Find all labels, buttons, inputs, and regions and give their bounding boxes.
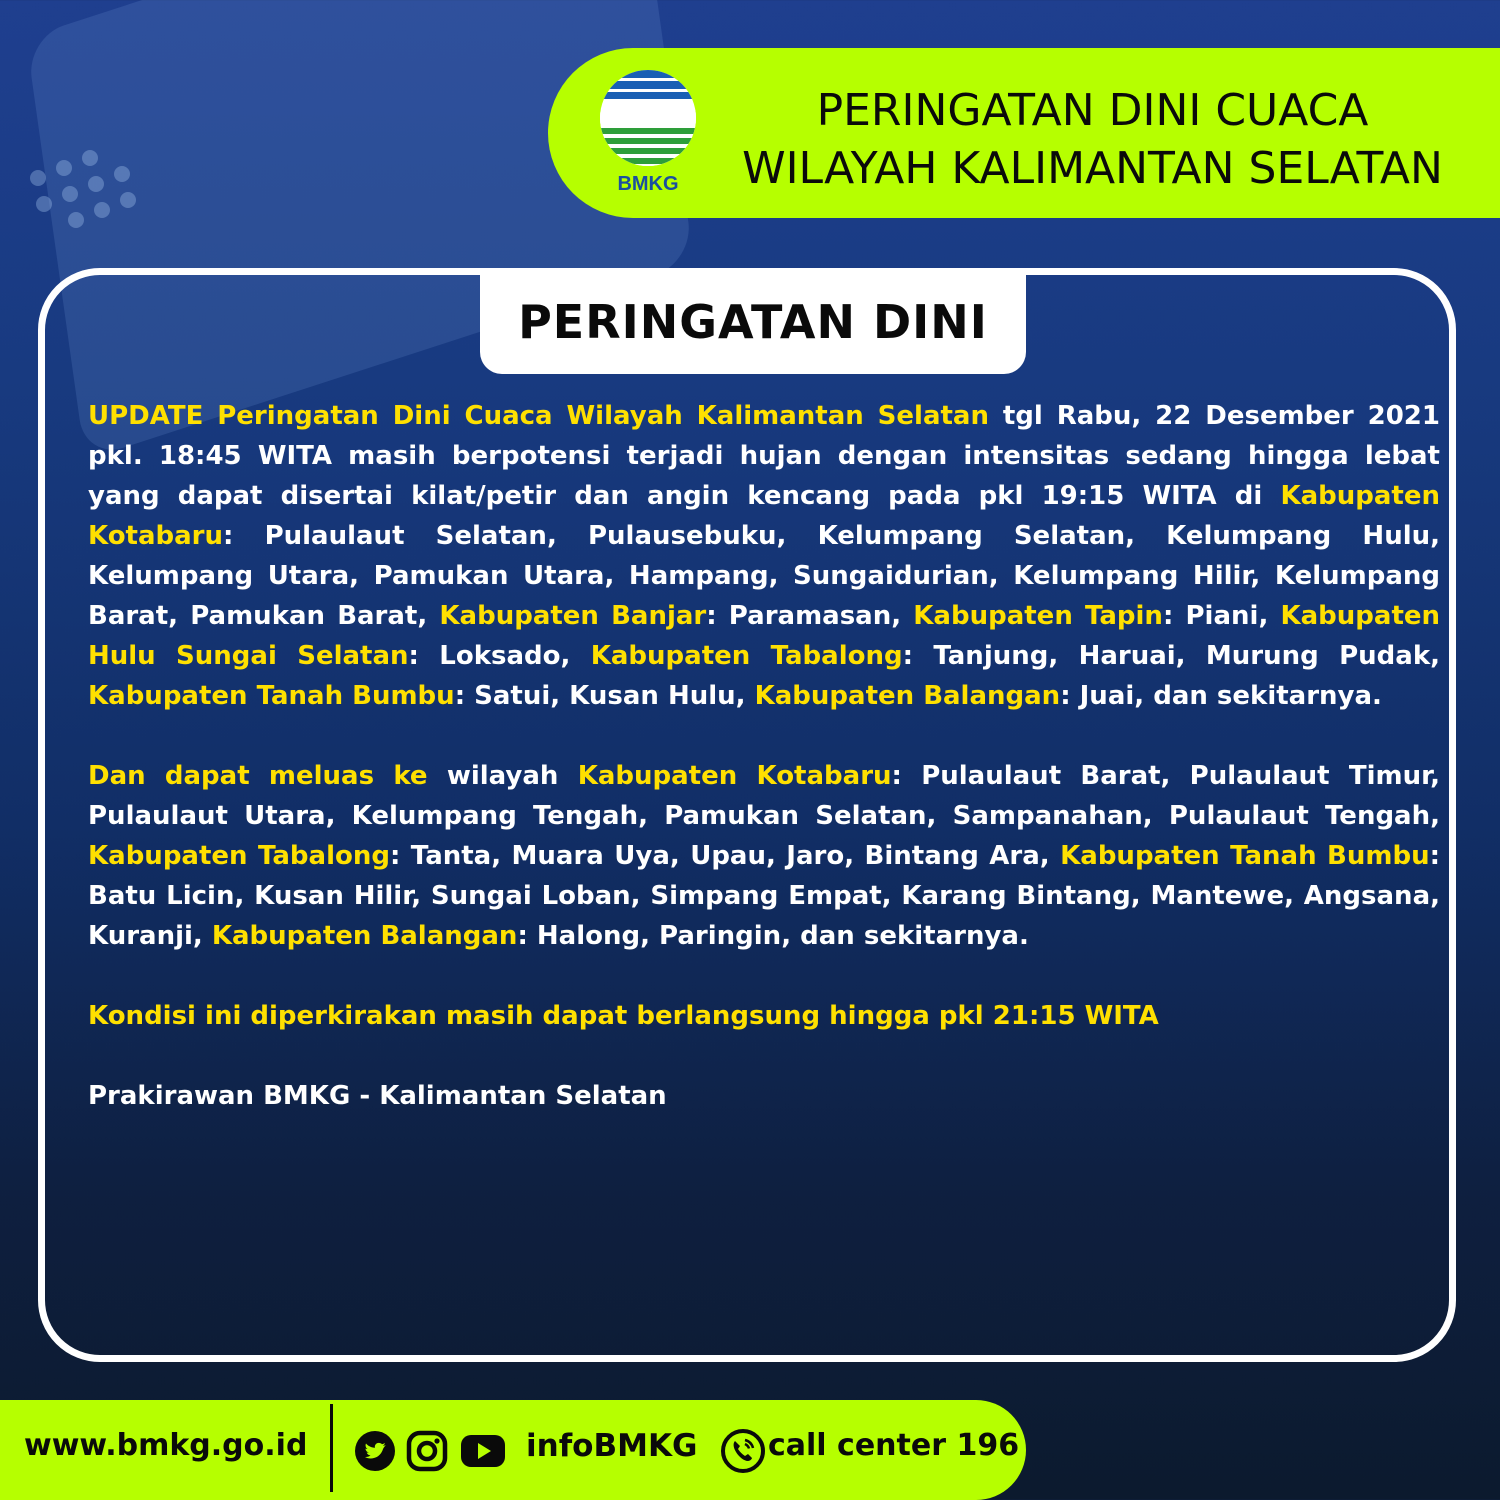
youtube-icon[interactable] [460,1432,506,1470]
header-title-line2: WILAYAH KALIMANTAN SELATAN [742,143,1443,194]
footer-divider [330,1404,333,1492]
twitter-icon[interactable] [354,1430,396,1472]
card-title-tab [480,270,1026,374]
svg-text:BMKG: BMKG [617,173,679,195]
warning-body [88,396,1440,1156]
header-title-line1: PERINGATAN DINI CUACA [816,85,1369,136]
header-title [715,82,1470,198]
social-handle[interactable]: infoBMKG [526,1428,698,1464]
bmkg-logo [596,68,700,198]
instagram-icon[interactable] [406,1430,448,1472]
paragraph-duration: Kondisi ini diperkirakan masih dapat berlangsung hingga pkl 21:15 WITA [88,1001,1159,1031]
card-title: PERINGATAN DINI [518,295,988,349]
paragraph-signature: Prakirawan BMKG - Kalimantan Selatan [88,1081,667,1111]
phone-icon [720,1428,766,1474]
call-center-text[interactable]: call center 196 [768,1428,1020,1463]
paragraph-warning: UPDATE Peringatan Dini Cuaca Wilayah Kalimantan Selatan tgl Rabu, 22 Desember 2021 pkl. 18:45 WITA masih berpotensi terjadi hujan dengan intensitas sedang hingga lebat yang dapat disertai kilat/petir dan angin kencang pada pkl 19:15 WITA di Kabupaten Kotabaru: Pulaulaut Selatan, Pulausebuku, Kelumpang Selatan, Kelumpang Hulu, Kelumpang Utara, Pamukan Utara, Hampang, Sungaidurian, Kelumpang Hilir, Kelumpang Barat, Pamukan Barat, Kabupaten Banjar: Paramasan, Kabupaten Tapin: Piani, Kabupaten Hulu Sungai Selatan: Loksado, Kabupaten Tabalong: Tanjung, Haruai, Murung Pudak, Kabupaten Tanah Bumbu: Satui, Kusan Hulu, Kabupaten Balangan: Juai, dan sekitarnya. [88,401,1441,711]
website-link[interactable]: www.bmkg.go.id [24,1428,308,1463]
paragraph-extension: Dan dapat meluas ke wilayah Kabupaten Kotabaru: Pulaulaut Barat, Pulaulaut Timur, Pulaulaut Utara, Kelumpang Tengah, Pamukan Selatan, Sampanahan, Pulaulaut Tengah, Kabupaten Tabalong: Tanta, Muara Uya, Upau, Jaro, Bintang Ara, Kabupaten Tanah Bumbu: Batu Licin, Kusan Hilir, Sungai Loban, Simpang Empat, Karang Bintang, Mantewe, Angsana, Kuranji, Kabupaten Balangan: Halong, Paringin, dan sekitarnya. [88,761,1441,951]
